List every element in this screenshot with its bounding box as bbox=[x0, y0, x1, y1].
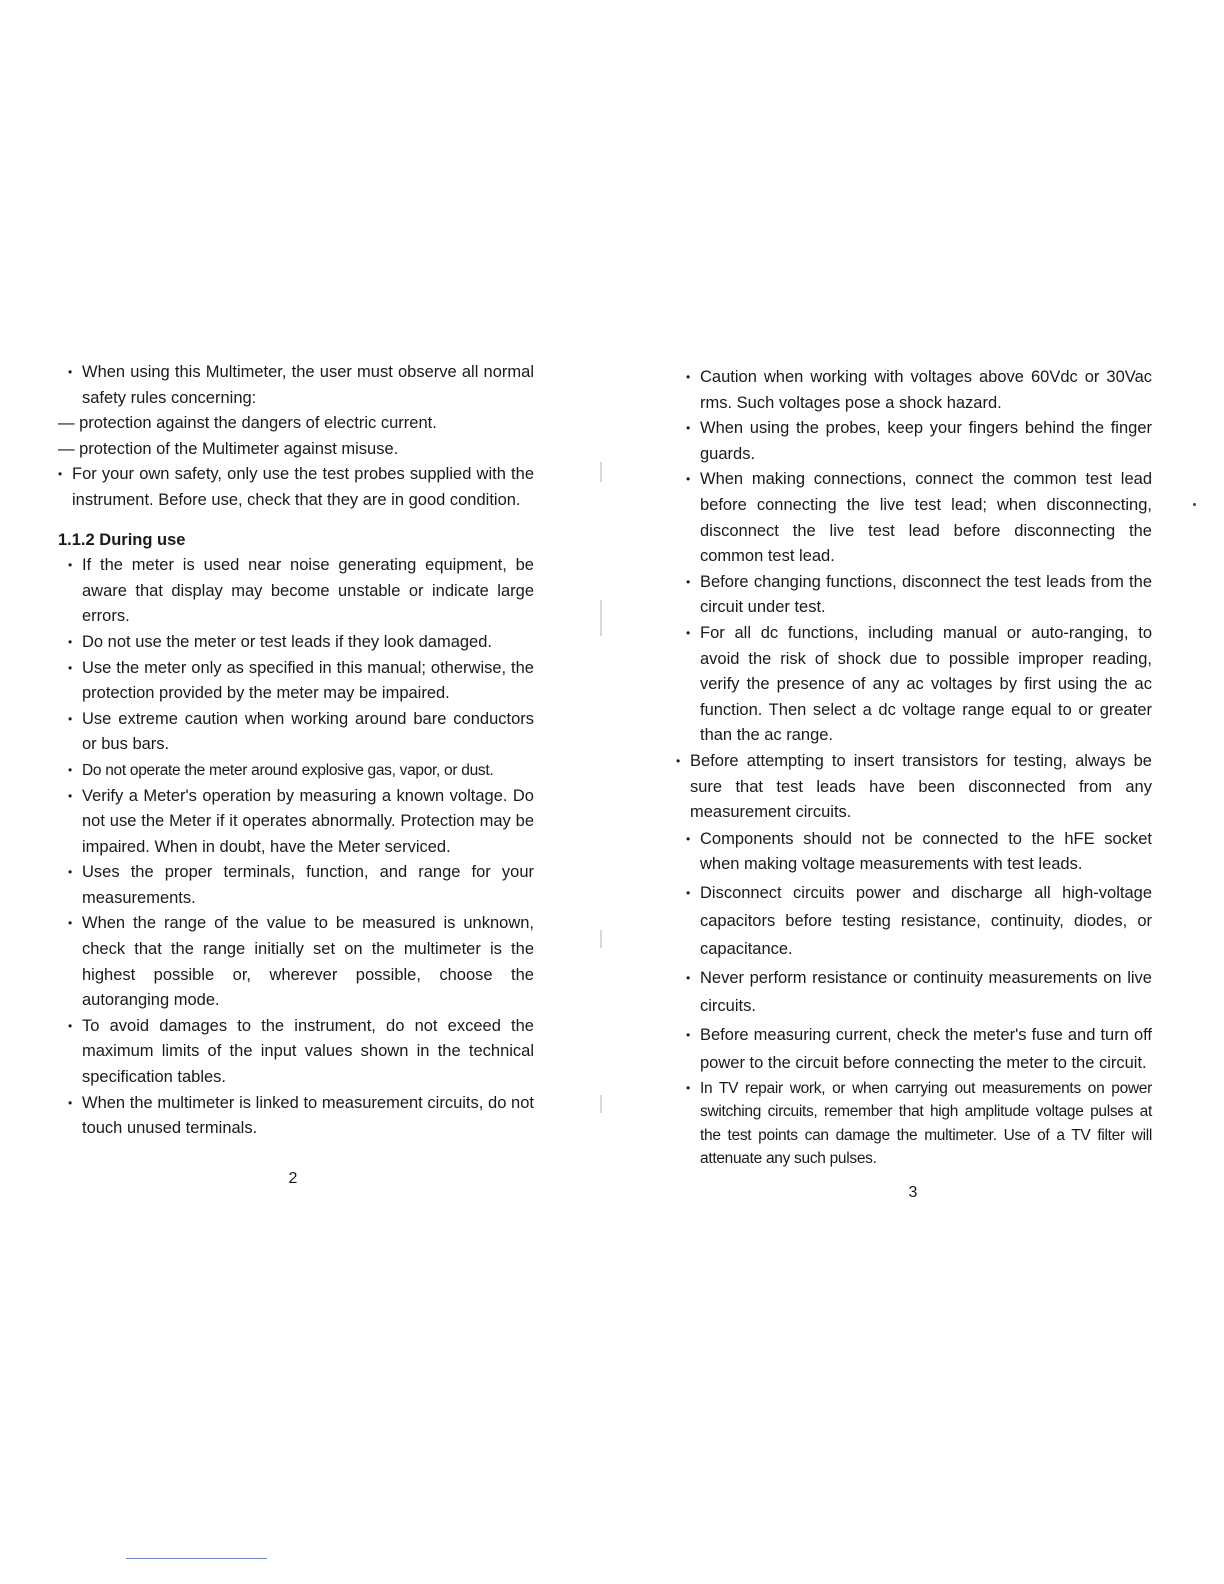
gutter-mark bbox=[600, 462, 602, 482]
bullet-icon: • bbox=[58, 467, 63, 482]
list-item: • In TV repair work, or when carrying out measurements on power switching circuits, remember that high amplitude voltage pulses at the test points can damage the multimeter. Use of a TV filter will attenuate any such pulses. bbox=[676, 1077, 1152, 1171]
bullet-icon: • bbox=[68, 660, 73, 675]
bullet-icon: • bbox=[68, 558, 73, 573]
gutter-mark bbox=[600, 600, 602, 636]
list-item: • Never perform resistance or continuity measurements on live circuits. bbox=[676, 964, 1152, 1020]
bullet-icon: • bbox=[686, 574, 691, 589]
list-item: • For all dc functions, including manual or auto-ranging, to avoid the risk of shock due to possible improper reading, verify the presence of any ac voltages by first using the ac function. Then select a dc voltage range equal to or greater than the ac range. bbox=[676, 621, 1152, 749]
list-item: • Uses the proper terminals, function, and range for your measurements. bbox=[58, 860, 534, 911]
bullet-icon: • bbox=[68, 634, 73, 649]
bullet-icon: • bbox=[68, 1095, 73, 1110]
bullet-icon: • bbox=[686, 970, 691, 985]
list-item: • When using the probes, keep your fingers behind the finger guards. bbox=[676, 416, 1152, 467]
list-item: • Verify a Meter's operation by measuring a known voltage. Do not use the Meter if it operates abnormally. Protection may be impaired. When in doubt, have the Meter serviced. bbox=[58, 784, 534, 861]
list-item: • When the multimeter is linked to measurement circuits, do not touch unused terminals. bbox=[58, 1091, 534, 1142]
bullet-icon: • bbox=[68, 365, 73, 379]
list-item: • Use extreme caution when working around bare conductors or bus bars. bbox=[58, 707, 534, 758]
list-item: • Before measuring current, check the meter's fuse and turn off power to the circuit before connecting the meter to the circuit. bbox=[676, 1021, 1152, 1077]
bullet-icon: • bbox=[686, 885, 691, 900]
bullet-icon: • bbox=[686, 370, 691, 384]
list-item: • When using this Multimeter, the user must observe all normal safety rules concerning: bbox=[58, 360, 534, 411]
list-item: • Do not operate the meter around explosive gas, vapor, or dust. bbox=[58, 758, 534, 784]
list-item: • To avoid damages to the instrument, do not exceed the maximum limits of the input values shown in the technical specification tables. bbox=[58, 1014, 534, 1091]
bullet-icon: • bbox=[686, 421, 691, 436]
list-item: • Disconnect circuits power and discharge all high-voltage capacitors before testing resistance, continuity, diodes, or capacitance. bbox=[676, 879, 1152, 963]
gutter-mark bbox=[600, 1095, 602, 1113]
left-page bbox=[58, 360, 534, 1142]
bullet-icon: • bbox=[686, 831, 691, 846]
bullet-icon: • bbox=[68, 788, 73, 803]
right-page bbox=[676, 365, 1152, 1171]
bullet-icon: • bbox=[686, 472, 691, 487]
footer-rule bbox=[126, 1558, 267, 1559]
list-item: — protection of the Multimeter against misuse. bbox=[58, 439, 399, 458]
list-item: • Before attempting to insert transistors for testing, always be sure that test leads have been disconnected from any measurement circuits. bbox=[676, 749, 1152, 826]
list-item: • When the range of the value to be measured is unknown, check that the range initially set on the multimeter is the highest possible or, wherever possible, choose the autoranging mode. bbox=[58, 911, 534, 1013]
scan-dot bbox=[1193, 503, 1196, 506]
list-item: • When making connections, connect the common test lead before connecting the live test lead; when disconnecting, disconnect the live test lead before disconnecting the common test lead. bbox=[676, 467, 1152, 569]
page-number: 2 bbox=[288, 1170, 298, 1187]
bullet-icon: • bbox=[686, 625, 691, 640]
gutter-mark bbox=[600, 930, 602, 948]
list-item: • Caution when working with voltages above 60Vdc or 30Vac rms. Such voltages pose a shock hazard. bbox=[676, 365, 1152, 416]
list-item: — protection against the dangers of electric current. bbox=[58, 414, 437, 433]
bullet-icon: • bbox=[686, 1080, 690, 1095]
page-number: 3 bbox=[908, 1184, 918, 1201]
bullet-icon: • bbox=[68, 865, 73, 880]
bullet-icon: • bbox=[686, 1027, 691, 1042]
bullet-icon: • bbox=[68, 762, 72, 777]
list-item: • If the meter is used near noise generating equipment, be aware that display may become unstable or indicate large errors. bbox=[58, 553, 534, 630]
section-heading: 1.1.2 During use bbox=[58, 530, 186, 549]
list-item: • Use the meter only as specified in this manual; otherwise, the protection provided by the meter may be impaired. bbox=[58, 656, 534, 707]
list-item: • Before changing functions, disconnect the test leads from the circuit under test. bbox=[676, 570, 1152, 621]
bullet-icon: • bbox=[68, 711, 73, 726]
list-item: • For your own safety, only use the test probes supplied with the instrument. Before use, check that they are in good condition. bbox=[58, 462, 534, 513]
list-item: • Components should not be connected to the hFE socket when making voltage measurements with test leads. bbox=[676, 827, 1152, 878]
list-item: • Do not use the meter or test leads if they look damaged. bbox=[58, 630, 534, 656]
bullet-icon: • bbox=[676, 753, 681, 768]
bullet-icon: • bbox=[68, 1018, 73, 1033]
bullet-icon: • bbox=[68, 916, 73, 931]
